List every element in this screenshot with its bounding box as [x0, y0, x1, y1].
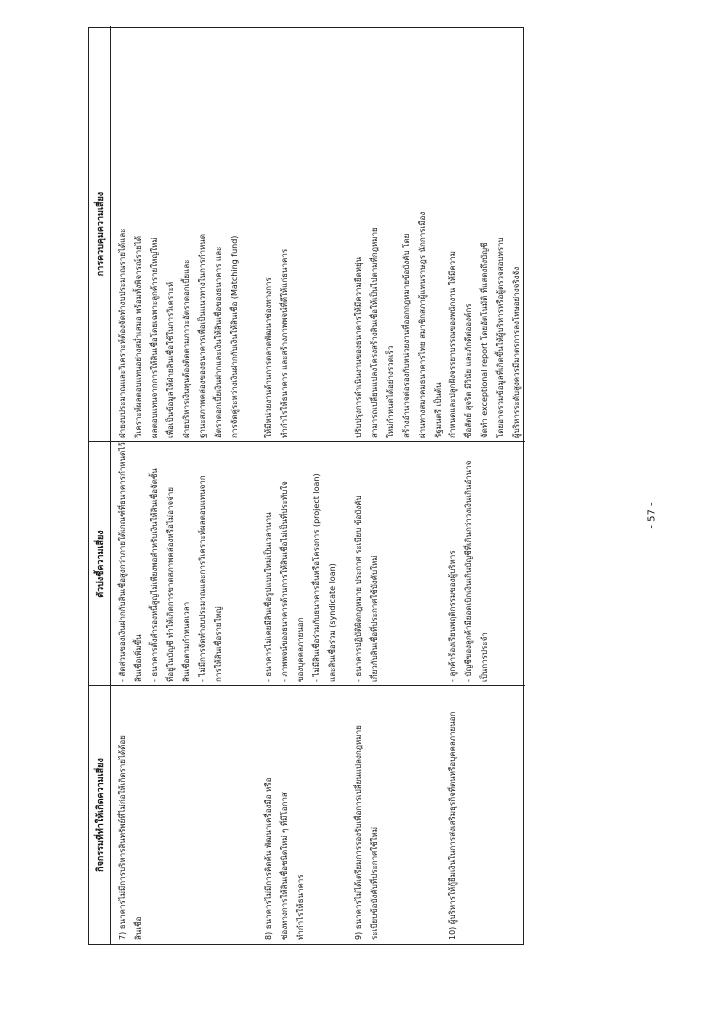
row10-controls: กำหนดและปลูกฝังจรรยาบรรณของพนักงาน ให้มีความ ซื่อสัตย์ สุจริต มีวินัย และภักดีต่อองค์กร จัดทำ exceptional report โดยอัตโนมัติ ที่แสดงถึงบัญชี โดยอาจรวมข้อมูลที่เกิดขึ้นให้ผู้บริหารหรือผู้ตรวจสอบทราบ ผู้บริหารระดับสูงควรมีมาตรการลงโทษอย่างจริงจัง	[448, 237, 521, 438]
header-control: การควบคุมความเสี่ยง	[96, 191, 106, 277]
row8-activity: 8) ธนาคารไม่มีการคิดค้น พัฒนาเครื่องมือ หรือ ช่องทางการให้สินเชื่อชนิดใหม่ ๆ ที่มีโอกาส ทำกำไรให้ธนาคาร	[264, 777, 305, 940]
page-number: - 57 -	[646, 502, 658, 529]
risk-table	[88, 27, 524, 945]
header-indicator: ตัวบ่งชี้ความเสี่ยง	[96, 530, 106, 598]
row9-controls: ปรับปรุงการดำเนินงานของธนาคารให้มีความยืดหยุ่น สามารถเปลี่ยนแปลงโครงสร้างสินเชื่อให้เป็นไปตามที่กฎหมาย ใหม่กำหนดได้อย่างรวดเร็ว สร้างอำนาจต่อรองกับหน่วยงานที่ออกกฎหมายข้อบังคับ โดย ผ่านทางสมาคมธนาคารไทย สมาชิกสภาผู้แทนราษฎร นักการเมือง รัฐมนตรี เป็นต้น	[354, 211, 443, 438]
row9-activity: 9) ธนาคารไม่ได้เตรียมการรองรับเพื่อการเปลี่ยนแปลงกฎหมาย ระเบียบข้อบังคับที่ประกาศใช้ใหม่	[354, 725, 379, 940]
row7-indicators: - สัดส่วนของเงินฝากกับสินเชื่อสูงกว่าภายใต้เกณฑ์ที่ธนาคารกำหนดไว้ สินเชื่อเพิ่มขึ้น - ธนาคารตั้งสำรองหนี้สูญไม่เพียงพอสำหรับเงินให้สินเชื่อจัดชั้น ที่อยู่ในบัญชี ทำให้เกิดการขาดสภาพคล่องหรือไม่อาจจ่าย สินเชื่อตามกำหนดเวลา - ไม่มีการจัดทำงบประมาณและการวิเคราะห์ผลตอบแทนจาก การให้สินเชื่อรายใหญ่	[118, 442, 223, 682]
header-activity: กิจกรรมที่ทำให้เกิดความเสี่ยง	[96, 758, 106, 872]
row7-controls: ฝ่ายงบประมาณและวิเคราะห์ต้องจัดทำงบประมาณรายได้และ วิเคราะห์ผลตอบแทนอย่างสม่ำเสมอ พร้อมทั้งพิจารณ์รายได้ ผลตอบแทนจากการให้สินเชื่อโดยเฉพาะลูกค้ารายใหญ่ใหม่ เพื่อเป็นข้อมูลให้ฝ่ายสินเชื่อใช้ในการวิเคราะห์ ฝ่ายบริหารเงินทุนต้องติดตามภาวะอัตราดอกเบี้ยและ ฐานะสภาพคล่องของธนาคารเพื่อเป็นแนวทางในการกำหนด อัตราดอกเบี้ยเงินฝากและเงินให้สินเชื่อของธนาคาร และ การจัดคู่ระหว่างเงินฝากกับเงินให้สินเชื่อ (Matching fund)	[118, 228, 239, 438]
row9-indicators: - ธนาคารปฏิบัติผิดกฎหมาย ประกาศ ระเบียบ ข้อบังคับ เกี่ยวกับสินเชื่อที่ประกาศใช้บังคับใหม่	[354, 495, 379, 682]
table-header-row	[89, 26, 111, 944]
rotated-table-region	[88, 27, 524, 945]
row8-indicators: - ธนาคารไม่เคยมีสินเชื่อรูปแบบใหม่เป็นเวลานาน - ภาพพจน์ของธนาคารด้านการให้สินเชื่อไม่เป็นที่ประทับใจ ของบุคคลภายนอก - ไม่มีสินเชื่อร่วมกับธนาคารอื่นหรือโครงการ (project loan) และสินเชื่อร่วม (syndicate loan)	[264, 473, 337, 682]
row8-controls: ให้มีหน่วยงานด้านการตลาดพัฒนาช่องทางการ ทำกำไรให้ธนาคาร และสร้างภาพพจน์ที่ดีให้แก่ธนาคาร	[264, 248, 289, 438]
column-divider	[89, 685, 525, 686]
row7-activity: 7) ธนาคารไม่มีการบริหารสินทรัพย์ที่ไม่ก่อให้เกิดรายได้ด้อย สินเชื่อ	[118, 735, 143, 940]
row10-indicators: - ลูกค้าร้องเรียนพฤติกรรมของผู้บริหาร - บัญชีของลูกค้ามียอดเบิกเงินเกินบัญชีที่เกินกว่าวงเงินเกินอำนาจ เป็นการประจำ	[448, 460, 489, 682]
row10-activity: 10) ผู้บริหารให้กู้ยืมเงินในการส่งเสริมธุรกิจที่ตนหรือบุคคลภายนอก	[448, 711, 457, 940]
